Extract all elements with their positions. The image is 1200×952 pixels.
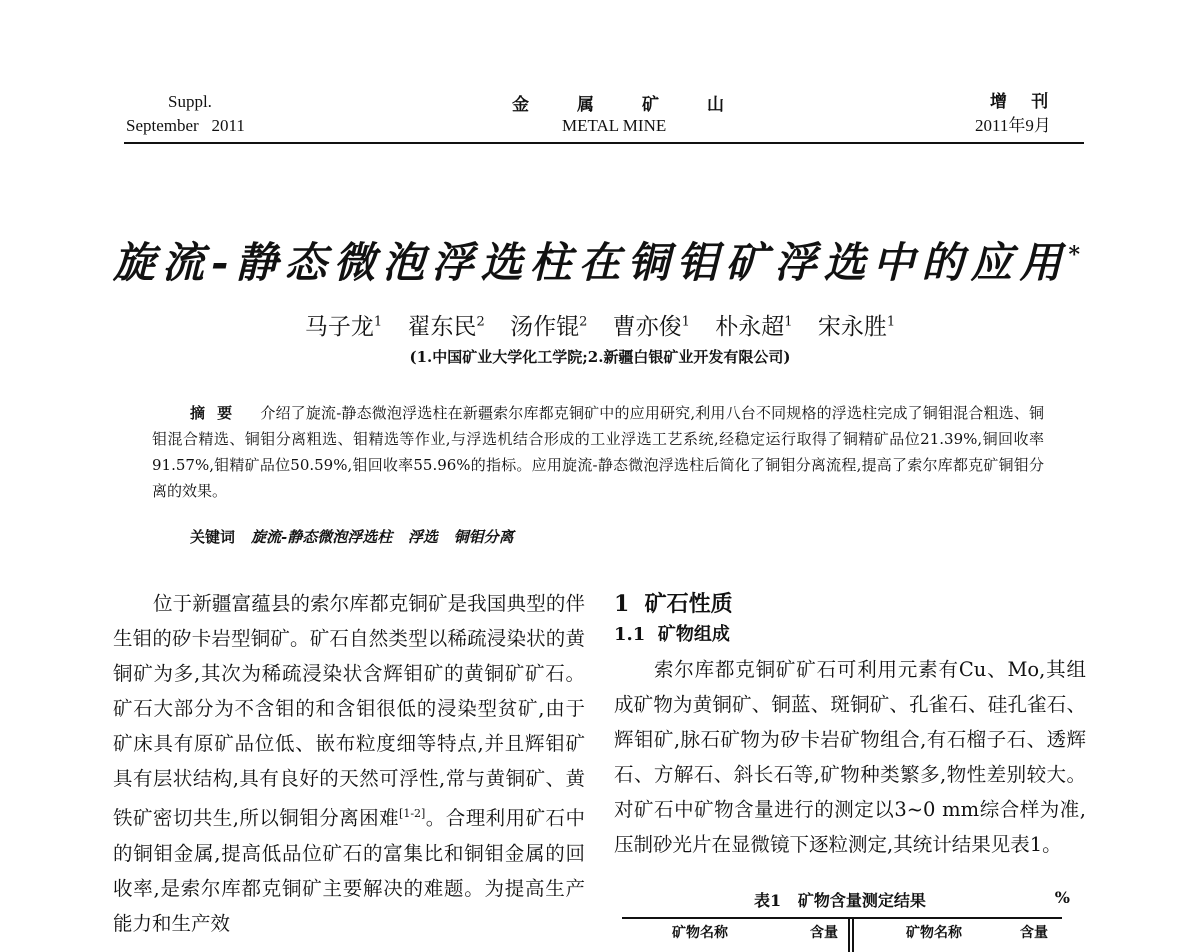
- author: 曹亦俊$^1$: [612, 314, 690, 340]
- table-header-cell: 矿物名称: [906, 925, 962, 941]
- author: 朴永超$^1$: [715, 314, 793, 340]
- author: 马子龙$^1$: [304, 314, 383, 340]
- table-top-rule: [622, 917, 1062, 919]
- author-list: [0, 308, 1200, 341]
- paper-title: [0, 230, 1200, 290]
- table-column-divider: [852, 919, 854, 952]
- intro-paragraph: 位于新疆富蕴县的索尔库都克铜矿是我国典型的伴生钼的矽卡岩型铜矿。矿石自然类型以稀疏浸染状的黄铜矿为多,其次为稀疏浸染状含辉钼矿的黄铜矿矿石。矿石大部分为不含钼的和含钼很低的浸染型贫矿,由于矿床具有原矿品位低、嵌布粒度细等特点,并且辉钼矿具有层状结构,具有良好的天然可浮性,常与黄铜矿、黄铁矿密切共生,所以铜钼分离困难[1-2]。合理利用矿石中的铜钼金属,提高低品位矿石的富集比和铜钼金属的回收率,是索尔库都克铜矿主要解决的难题。为提高生产能力和生产效: [113, 592, 585, 935]
- header-right-suppl: 增 刊: [990, 92, 1059, 111]
- keywords-text: 旋流-静态微泡浮选柱 浮选 铜钼分离: [251, 528, 514, 546]
- section-heading: 1 矿石性质: [614, 591, 733, 617]
- table-unit: %: [1054, 888, 1070, 907]
- keywords: [190, 526, 514, 547]
- table-caption-text: 表1 矿物含量测定结果: [754, 891, 926, 910]
- header-rule: [124, 142, 1084, 144]
- citation: [1-2]: [399, 807, 426, 820]
- table-header-cell: 含量: [810, 925, 838, 941]
- header-journal-cn: 金属矿山: [512, 95, 772, 115]
- abstract-label: 摘要: [190, 404, 245, 422]
- section-column: [614, 588, 1086, 862]
- header-journal-en: METAL MINE: [562, 116, 667, 135]
- author: 宋永胜$^1$: [817, 314, 896, 340]
- abstract-text: 介绍了旋流-静态微泡浮选柱在新疆索尔库都克铜矿中的应用研究,利用八台不同规格的浮选柱完成了铜钼混合粗选、铜钼混合精选、铜钼分离粗选、钼精选等作业,与浮选机结合形成的工业浮选工艺系统,经稳定运行取得了铜精矿品位21.39%,铜回收率91.57%,钼精矿品位50.59%,钼回收率55.96%的指标。应用旋流-静态微泡浮选柱后简化了铜钼分离流程,提高了索尔库都克矿铜钼分离的效果。: [152, 404, 1044, 500]
- abstract: [152, 400, 1044, 504]
- subsection-heading: 1.1 矿物组成: [614, 624, 730, 645]
- paper-title-text: 旋流-静态微泡浮选柱在铜钼矿浮选中的应用: [113, 238, 1069, 287]
- header-right-date: 2011年9月: [975, 116, 1051, 135]
- table-header-cell: 含量: [1020, 925, 1048, 941]
- affiliation: (1.中国矿业大学化工学院;2.新疆白银矿业开发有限公司): [409, 348, 791, 366]
- table-column-divider: [848, 919, 850, 952]
- section-paragraph: 索尔库都克铜矿矿石可利用元素有Cu、Mo,其组成矿物为黄铜矿、铜蓝、斑铜矿、孔雀石、硅孔雀石、辉钼矿,脉石矿物为矽卡岩矿物组合,有石榴子石、透辉石、方解石、斜长石等,矿物种类繁多,物性差别较大。对矿石中矿物含量进行的测定以3~0 mm综合样为准,压制砂光片在显微镜下逐粒测定,其统计结果见表1。: [614, 658, 1086, 856]
- title-footnote-mark: *: [1068, 242, 1087, 268]
- keywords-label: 关键词: [190, 528, 236, 546]
- intro-column: [113, 586, 585, 941]
- author: 翟东民$^2$: [407, 314, 485, 340]
- header-left-suppl: Suppl.: [168, 92, 212, 111]
- header-left-date: September 2011: [126, 116, 245, 135]
- author: 汤作锟$^2$: [510, 314, 588, 340]
- table-header-cell: 矿物名称: [672, 925, 728, 941]
